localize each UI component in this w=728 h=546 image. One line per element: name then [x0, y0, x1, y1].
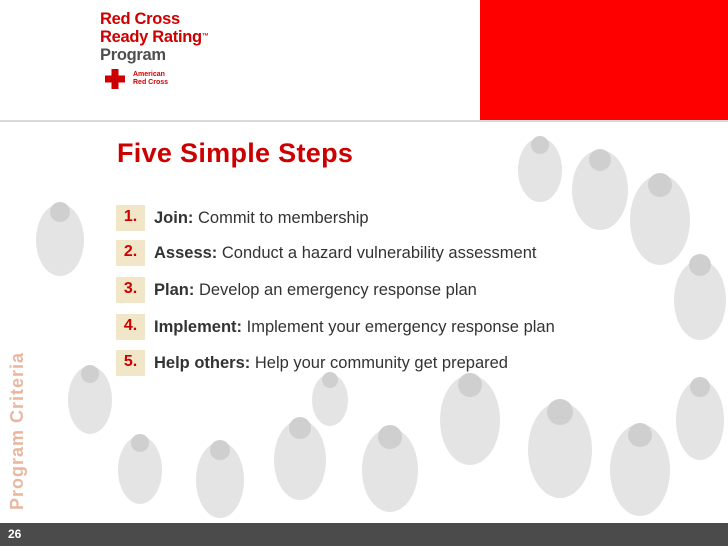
step-number: 3. [123, 280, 138, 297]
footer-bar [0, 523, 728, 546]
step-number: 5. [123, 353, 138, 370]
step-label: Join: [154, 209, 194, 227]
step-description: Conduct a hazard vulnerability assessment [221, 244, 537, 262]
program-logo [100, 10, 209, 64]
logo-line-2-text: Ready Rating [100, 28, 202, 46]
header-red-block [480, 0, 728, 120]
logo-trademark: ™ [201, 33, 209, 40]
side-section-label: Program Criteria [7, 351, 27, 510]
step-description: Develop an emergency response plan [198, 281, 477, 299]
step-label: Implement: [154, 318, 243, 336]
step-label: Help others: [154, 354, 251, 372]
page-number: 26 [8, 527, 22, 541]
slide-title: Five Simple Steps [117, 138, 354, 168]
step-text [154, 244, 536, 263]
logo-line-2 [100, 28, 209, 46]
step-label: Plan: [154, 281, 195, 299]
step-text [154, 209, 369, 228]
arc-line-2: Red Cross [133, 79, 169, 86]
step-number: 4. [123, 317, 138, 334]
step-text [154, 318, 555, 337]
step-text [154, 281, 477, 300]
logo-line-3: Program [100, 46, 166, 64]
arc-line-1: American [133, 71, 165, 78]
step-number: 2. [123, 243, 138, 260]
step-description: Implement your emergency response plan [246, 318, 555, 336]
step-text [154, 354, 508, 373]
step-number: 1. [123, 208, 138, 225]
red-cross-icon [104, 68, 126, 90]
step-description: Help your community get prepared [254, 354, 508, 372]
step-description: Commit to membership [198, 209, 369, 227]
step-label: Assess: [154, 244, 218, 262]
american-red-cross-wordmark [133, 71, 168, 87]
logo-line-1: Red Cross [100, 10, 180, 28]
header-divider [0, 120, 728, 122]
